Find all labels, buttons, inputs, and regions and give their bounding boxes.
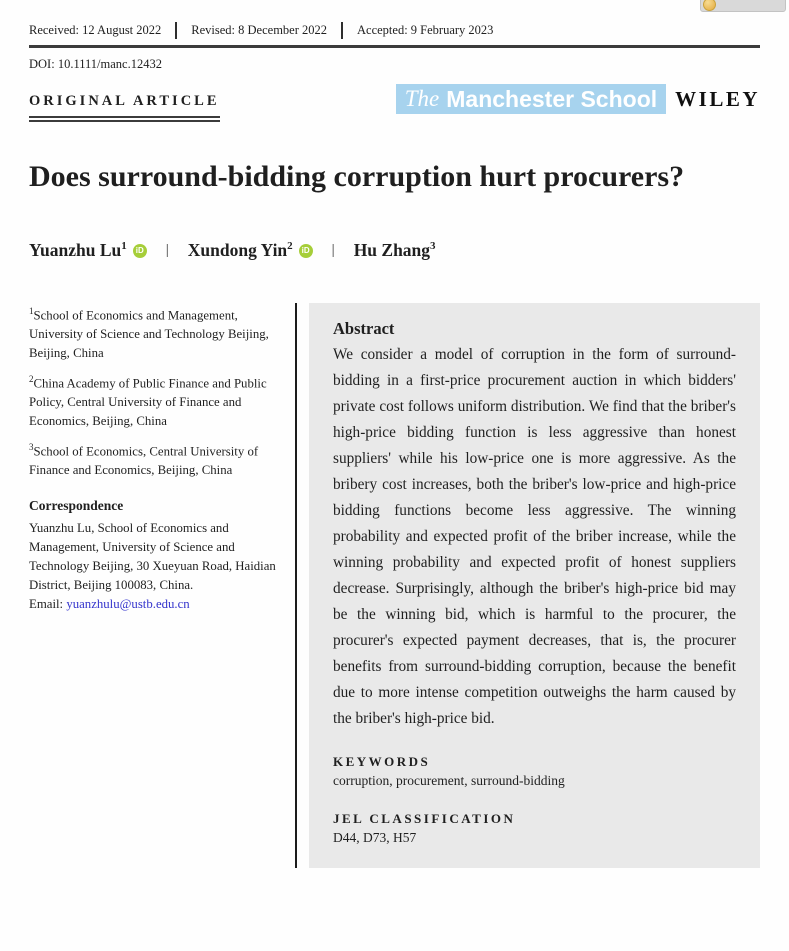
affiliation-1-sup: 1 [29,306,34,316]
correspondence-text: Yuanzhu Lu, School of Economics and Management, University of Science and Technology Beijing, 30 Xueyuan Road, Haidian District, Beijing 100083, China. [29,521,276,593]
affiliation-3-sup: 3 [29,442,34,453]
journal-logo-name: Manchester School [446,85,658,112]
article-title: Does surround-bidding corruption hurt procurers? [29,160,685,193]
author-3-sup: 3 [430,240,436,253]
author-list [29,240,760,261]
keywords-text: corruption, procurement, surround-bidding [333,773,565,788]
browser-toolbar-fragment[interactable] [700,0,786,12]
annotation-dot-icon[interactable] [703,0,716,11]
affiliation-2-text: China Academy of Public Finance and Public Policy, Central University of Finance and Economics, Beijing, China [29,376,267,429]
author-1-sup: 1 [121,240,127,253]
author-separator: | [165,242,169,258]
date-separator [341,22,343,39]
doi: DOI: 10.1111/manc.12432 [29,57,162,71]
correspondence-heading: Correspondence [29,498,124,514]
affiliation-2 [29,373,283,431]
date-separator [175,22,177,39]
author-2-sup: 2 [287,240,293,253]
jel-heading: JEL CLASSIFICATION [333,811,516,826]
author-1 [29,240,127,261]
header-rule [29,45,760,48]
email-label: Email: [29,597,67,612]
column-divider [295,303,297,868]
author-1-name: Yuanzhu Lu [29,240,122,260]
left-column [29,303,283,868]
jel-text: D44, D73, H57 [333,830,417,845]
wiley-logo: WILEY [675,86,760,111]
abstract-heading: Abstract [333,319,395,338]
revised-date: Revised: 8 December 2022 [191,23,328,37]
journal-brand [396,84,760,114]
accepted-date: Accepted: 9 February 2023 [357,23,494,37]
article-body [29,303,760,868]
affiliation-2-sup: 2 [29,374,34,385]
author-2 [188,240,293,261]
masthead [29,84,760,122]
abstract-text: We consider a model of corruption in the form of surround-bidding in a first-price procurement auction in which bidders' private cost follows uniform distribution. We find that the briber's high-price bidding function is less aggressive than honest suppliers' while his low-price one is more aggressive. As the bribery cost increases, both the briber's low-price and high-price bidding functions become less aggressive. The winning probability and expected profit of the briber increase, while the winning probability and expected profit of honest suppliers decrease. Surprisingly, although the briber's high-price bid may be the winning bid, which is harmful to the procurer, the procurer's expected payment decreases, that is, the procurer benefits from surround-bidding corruption, because the benefit due to more intense competition outweighs the harm caused by the briber's high-price bid. [333,346,736,727]
email-link[interactable]: yuanzhulu@ustb.edu.cn [66,597,190,612]
affiliation-3 [29,441,283,480]
author-2-name: Xundong Yin [187,240,288,260]
article-type-label: ORIGINAL ARTICLE [29,93,220,122]
orcid-icon[interactable]: iD [133,244,147,258]
author-separator: | [331,242,335,258]
orcid-icon[interactable]: iD [299,244,313,258]
correspondence-email-line [29,595,283,614]
affiliation-1 [29,305,283,363]
journal-logo-the: The [404,86,440,111]
keywords-heading: KEYWORDS [333,754,431,769]
author-3 [354,240,436,261]
article-header [29,0,760,122]
abstract-panel [309,303,760,868]
author-3-name: Hu Zhang [353,240,431,260]
received-date: Received: 12 August 2022 [29,23,162,37]
article-history [29,0,760,39]
journal-logo [396,84,666,114]
affiliation-3-text: School of Economics, Central University of Finance and Economics, Beijing, China [29,444,259,478]
affiliation-1-text: School of Economics and Management, University of Science and Technology Beijing, Beijing, China [29,308,269,361]
